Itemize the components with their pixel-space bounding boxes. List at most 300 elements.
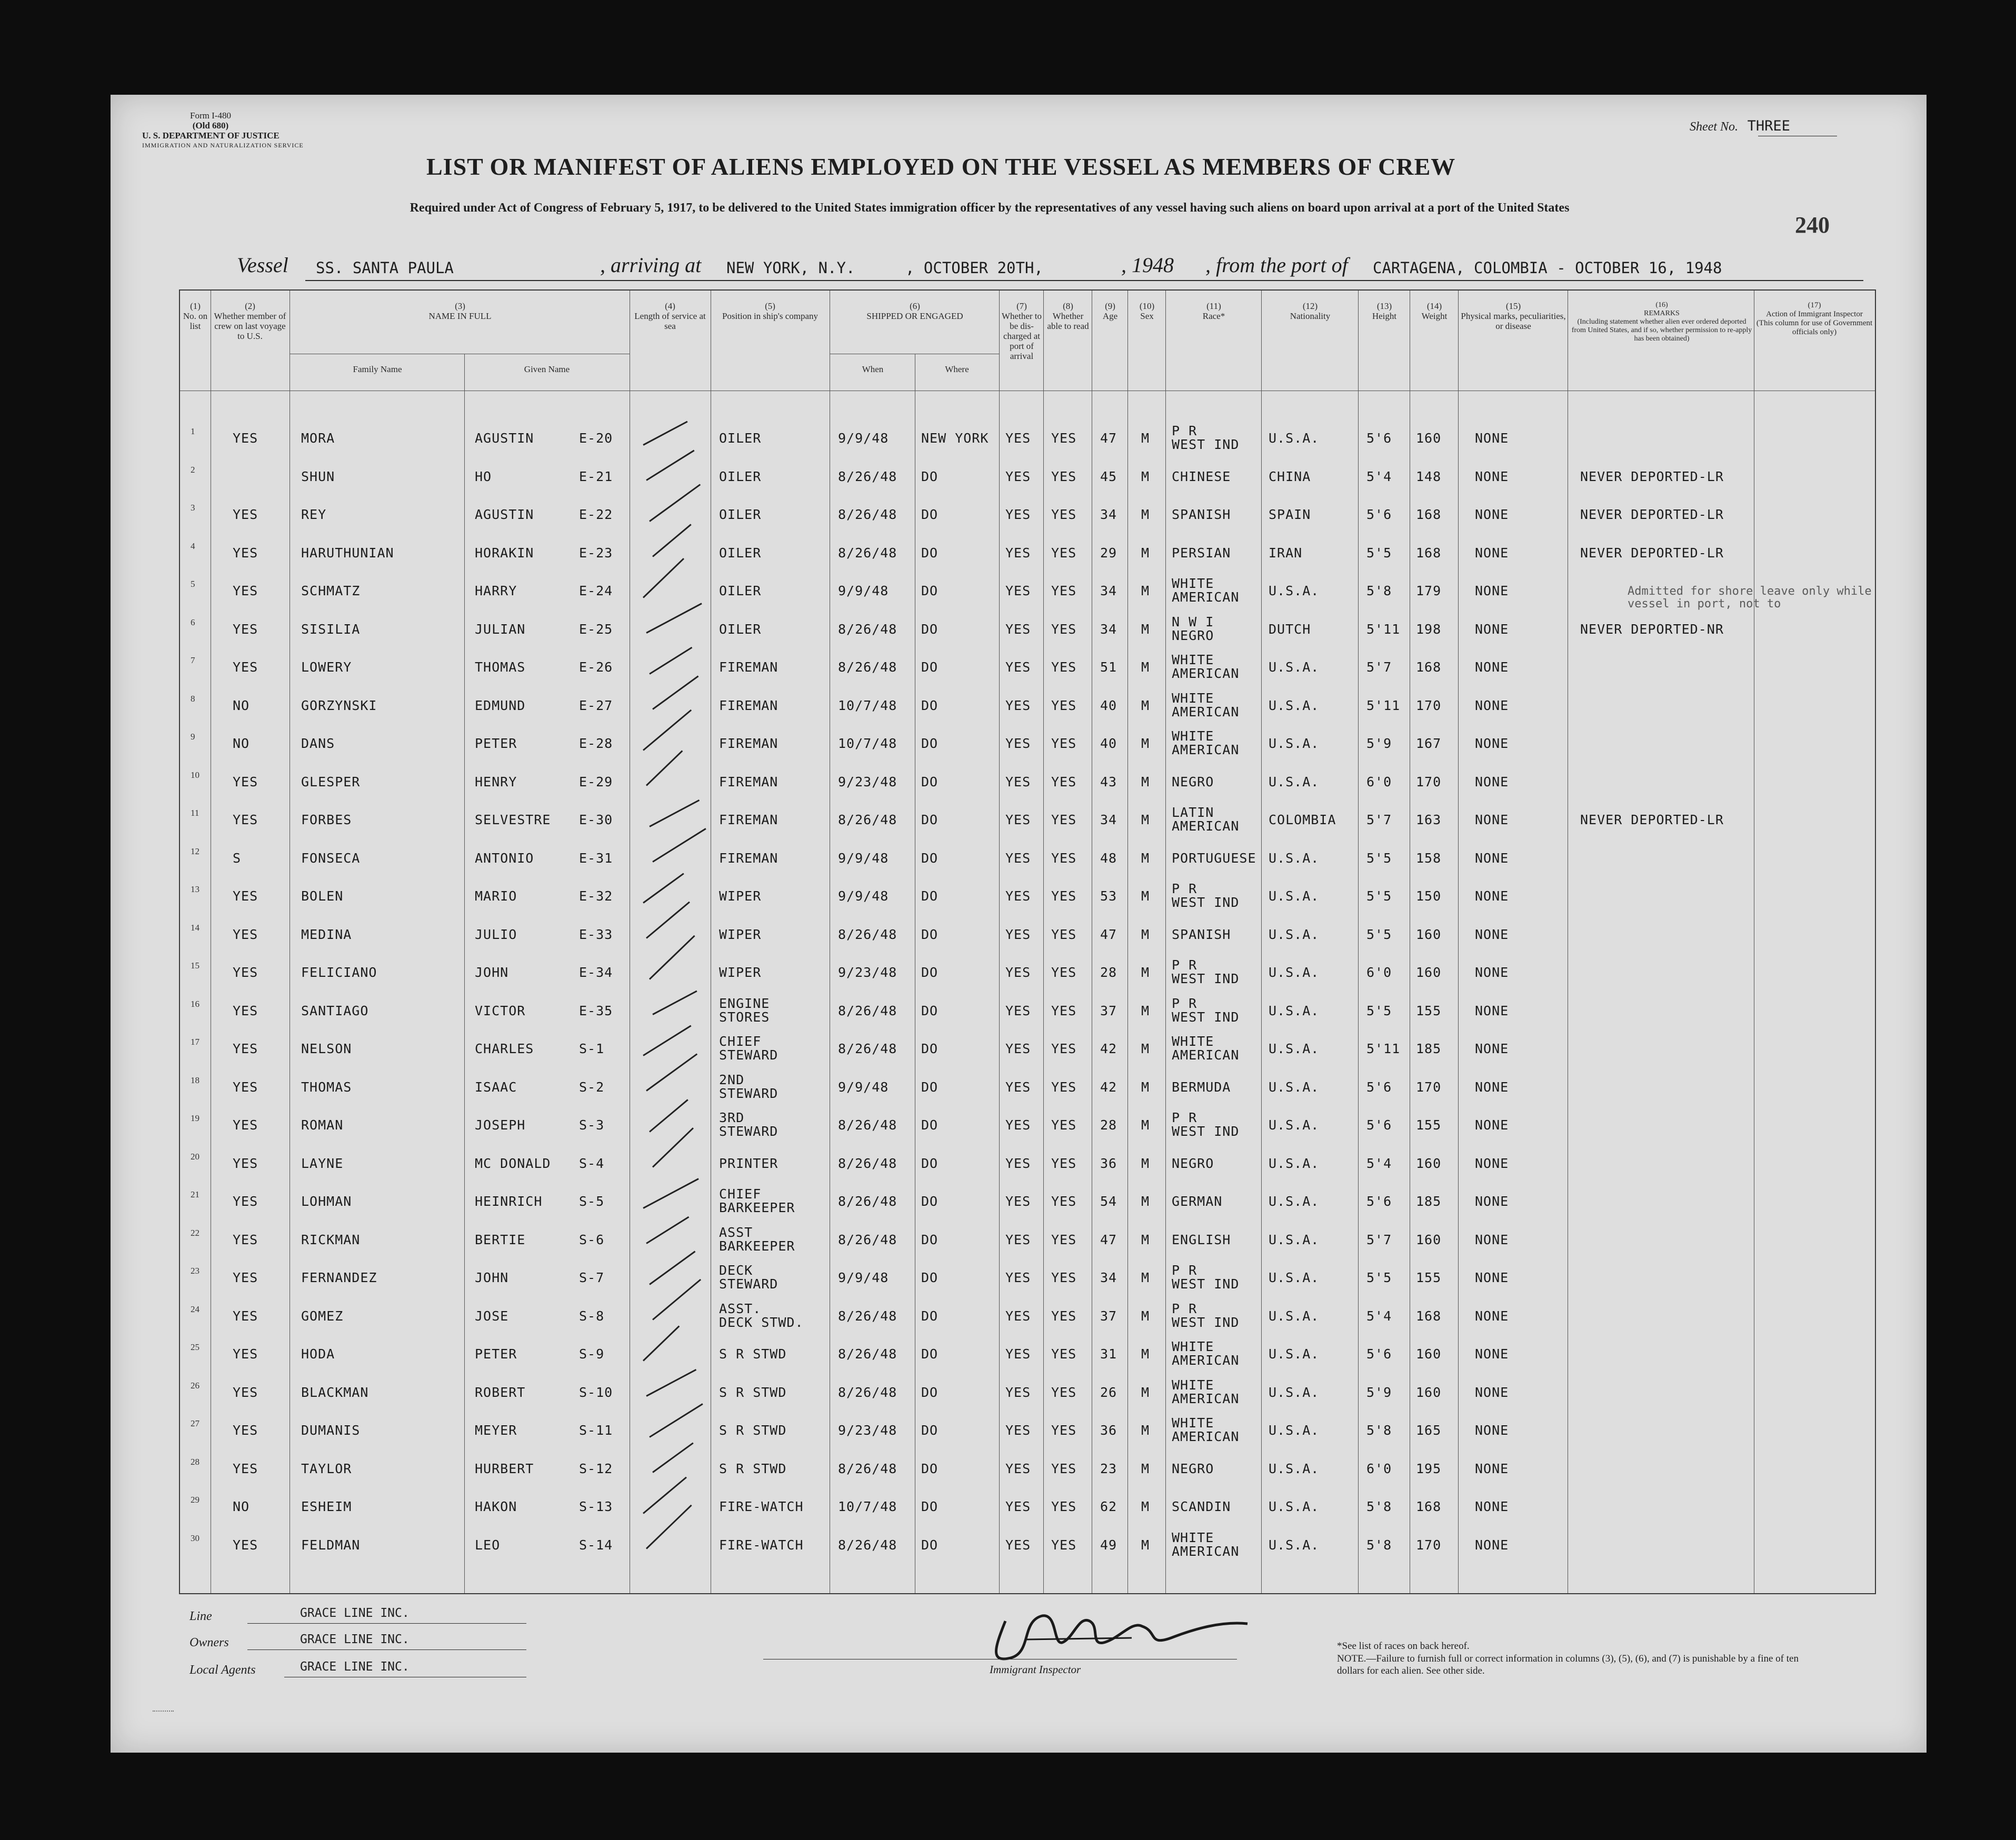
table-row bbox=[180, 987, 1875, 1025]
given-name: HORAKIN bbox=[475, 545, 534, 561]
race-line-1: WHITE bbox=[1172, 728, 1214, 744]
weight: 168 bbox=[1416, 1499, 1442, 1514]
given-name: MC DONALD bbox=[475, 1155, 551, 1171]
able-to-read: YES bbox=[1051, 545, 1077, 561]
height: 5'8 bbox=[1366, 583, 1392, 598]
position: FIREMAN bbox=[719, 736, 779, 751]
weight: 160 bbox=[1416, 1232, 1442, 1247]
prev-voyage: YES bbox=[233, 1384, 258, 1400]
height: 5'8 bbox=[1366, 1423, 1392, 1438]
shipped-where: NEW YORK bbox=[921, 431, 989, 446]
sex: M bbox=[1141, 1308, 1150, 1324]
race-line-1: WHITE bbox=[1172, 576, 1214, 591]
able-to-read: YES bbox=[1051, 1499, 1077, 1514]
agents-value: GRACE LINE INC. bbox=[300, 1660, 410, 1674]
position: FIREMAN bbox=[719, 697, 779, 713]
crew-code: S-13 bbox=[579, 1499, 613, 1514]
form-number: Form I-480 bbox=[190, 111, 231, 121]
race-line-1: P R bbox=[1172, 995, 1197, 1011]
arrival-date bbox=[905, 259, 1043, 277]
weight: 167 bbox=[1416, 736, 1442, 751]
discharge-at-port: YES bbox=[1005, 1423, 1031, 1438]
shipped-when: 8/26/48 bbox=[838, 545, 897, 561]
sex: M bbox=[1141, 468, 1150, 484]
given-name: ISAAC bbox=[475, 1079, 517, 1095]
race: AMERICAN bbox=[1172, 1353, 1240, 1368]
shipped-when: 8/26/48 bbox=[838, 926, 897, 942]
race-line-1: P R bbox=[1172, 1263, 1197, 1278]
race-line-1: P R bbox=[1172, 1110, 1197, 1125]
race: AMERICAN bbox=[1172, 1047, 1240, 1063]
position: OILER bbox=[719, 583, 762, 598]
able-to-read: YES bbox=[1051, 468, 1077, 484]
nationality: U.S.A. bbox=[1269, 1041, 1320, 1056]
arrival-date-value: , OCTOBER 20TH, bbox=[905, 259, 1043, 277]
table-row bbox=[180, 835, 1875, 873]
table-row bbox=[180, 1102, 1875, 1139]
race-line-1: P R bbox=[1172, 423, 1197, 438]
nationality: U.S.A. bbox=[1269, 1079, 1320, 1095]
age: 47 bbox=[1100, 431, 1117, 446]
able-to-read: YES bbox=[1051, 1308, 1077, 1324]
shipped-where: DO bbox=[921, 774, 939, 789]
position: 3RD bbox=[719, 1110, 745, 1125]
from-port bbox=[1373, 259, 1722, 277]
position: 2ND bbox=[719, 1072, 745, 1087]
physical-marks: NONE bbox=[1475, 1537, 1509, 1553]
row-number: 1 bbox=[191, 426, 195, 436]
crew-code: S-12 bbox=[579, 1461, 613, 1476]
race: PERSIAN bbox=[1172, 545, 1231, 561]
shipped-where: DO bbox=[921, 583, 939, 598]
family-name: THOMAS bbox=[301, 1079, 352, 1095]
height: 5'5 bbox=[1366, 545, 1392, 561]
prev-voyage: YES bbox=[233, 1041, 258, 1056]
col-header-weight-text: (14) Weight bbox=[1421, 301, 1448, 321]
family-name: FONSECA bbox=[301, 850, 361, 866]
discharge-at-port: YES bbox=[1005, 812, 1031, 827]
races-note: *See list of races on back hereof. bbox=[1337, 1641, 1470, 1652]
height: 5'6 bbox=[1366, 1194, 1392, 1209]
check-mark bbox=[643, 873, 684, 903]
age: 23 bbox=[1100, 1461, 1117, 1476]
height: 6'0 bbox=[1366, 965, 1392, 980]
shipped-when: 9/9/48 bbox=[838, 1079, 889, 1095]
able-to-read: YES bbox=[1051, 736, 1077, 751]
shipped-where: DO bbox=[921, 850, 939, 866]
position: FIRE-WATCH bbox=[719, 1499, 804, 1514]
crew-code: S-11 bbox=[579, 1423, 613, 1438]
shipped-where: DO bbox=[921, 659, 939, 675]
row-number: 28 bbox=[191, 1456, 199, 1467]
arriving-port-value: NEW YORK, N.Y. bbox=[726, 259, 855, 277]
able-to-read: YES bbox=[1051, 697, 1077, 713]
prev-voyage: YES bbox=[233, 1003, 258, 1018]
race: NEGRO bbox=[1172, 627, 1214, 643]
race: WEST IND bbox=[1172, 1314, 1240, 1330]
position: OILER bbox=[719, 621, 762, 637]
position: FIRE-WATCH bbox=[719, 1537, 804, 1553]
given-name: JULIO bbox=[475, 926, 517, 942]
age: 36 bbox=[1100, 1155, 1117, 1171]
col-header-no-text: (1) No. on list bbox=[183, 301, 208, 331]
arriving-label: , arriving at bbox=[600, 253, 702, 277]
physical-marks: NONE bbox=[1475, 697, 1509, 713]
col-header-remarks-text: (16) REMARKS (Including statement whether alien ever ordered deported from United States, and if so, whether permission to re-apply has been obtained) bbox=[1571, 301, 1752, 343]
sheet-number-value: THREE bbox=[1747, 118, 1790, 134]
weight: 168 bbox=[1416, 545, 1442, 561]
table-row bbox=[180, 1293, 1875, 1331]
family-name: BOLEN bbox=[301, 888, 344, 904]
discharge-at-port: YES bbox=[1005, 1308, 1031, 1324]
physical-marks: NONE bbox=[1475, 1117, 1509, 1133]
discharge-at-port: YES bbox=[1005, 888, 1031, 904]
prev-voyage: YES bbox=[233, 1079, 258, 1095]
age: 42 bbox=[1100, 1041, 1117, 1056]
shipped-when: 8/26/48 bbox=[838, 621, 897, 637]
race: BERMUDA bbox=[1172, 1079, 1231, 1095]
shipped-when: 8/26/48 bbox=[838, 1155, 897, 1171]
height: 5'8 bbox=[1366, 1499, 1392, 1514]
race: SPANISH bbox=[1172, 926, 1231, 942]
crew-code: E-27 bbox=[579, 697, 613, 713]
race-line-1: LATIN bbox=[1172, 805, 1214, 820]
physical-marks: NONE bbox=[1475, 468, 1509, 484]
position: S R STWD bbox=[719, 1346, 787, 1362]
shipped-when: 8/26/48 bbox=[838, 1232, 897, 1247]
table-row bbox=[180, 567, 1875, 605]
nationality: U.S.A. bbox=[1269, 888, 1320, 904]
given-name: BERTIE bbox=[475, 1232, 526, 1247]
table-row bbox=[180, 1064, 1875, 1102]
able-to-read: YES bbox=[1051, 774, 1077, 789]
col-header-sex-text: (10) Sex bbox=[1139, 301, 1155, 321]
age: 49 bbox=[1100, 1537, 1117, 1553]
race: NEGRO bbox=[1172, 1155, 1214, 1171]
height: 6'0 bbox=[1366, 774, 1392, 789]
race-line-1: WHITE bbox=[1172, 1377, 1214, 1393]
race-line-1: WHITE bbox=[1172, 690, 1214, 706]
able-to-read: YES bbox=[1051, 965, 1077, 980]
weight: 160 bbox=[1416, 1155, 1442, 1171]
able-to-read: YES bbox=[1051, 1384, 1077, 1400]
check-mark bbox=[646, 603, 702, 634]
discharge-at-port: YES bbox=[1005, 1194, 1031, 1209]
age: 47 bbox=[1100, 1232, 1117, 1247]
physical-marks: NONE bbox=[1475, 583, 1509, 598]
age: 34 bbox=[1100, 812, 1117, 827]
able-to-read: YES bbox=[1051, 1537, 1077, 1553]
able-to-read: YES bbox=[1051, 1461, 1077, 1476]
shipped-where: DO bbox=[921, 1537, 939, 1553]
row-number: 3 bbox=[191, 503, 195, 513]
weight: 168 bbox=[1416, 659, 1442, 675]
nationality: COLOMBIA bbox=[1269, 812, 1336, 827]
position-line-2: BARKEEPER bbox=[719, 1238, 795, 1254]
age: 45 bbox=[1100, 468, 1117, 484]
position: DECK bbox=[719, 1263, 753, 1278]
weight: 160 bbox=[1416, 1346, 1442, 1362]
table-row bbox=[180, 682, 1875, 720]
prev-voyage: NO bbox=[233, 1499, 250, 1514]
discharge-at-port: YES bbox=[1005, 736, 1031, 751]
family-name: ESHEIM bbox=[301, 1499, 352, 1514]
row-number: 21 bbox=[191, 1189, 199, 1199]
nationality: U.S.A. bbox=[1269, 1423, 1320, 1438]
sex: M bbox=[1141, 888, 1150, 904]
line-label: Line bbox=[189, 1609, 212, 1623]
table-row bbox=[180, 720, 1875, 758]
position-line-2: STEWARD bbox=[719, 1124, 779, 1139]
race-line-1: WHITE bbox=[1172, 1034, 1214, 1049]
weight: 155 bbox=[1416, 1270, 1442, 1285]
row-number: 7 bbox=[191, 655, 195, 665]
physical-marks: NONE bbox=[1475, 926, 1509, 942]
family-name: ROMAN bbox=[301, 1117, 344, 1133]
family-name: GLESPER bbox=[301, 774, 361, 789]
printer-mark bbox=[153, 1711, 174, 1719]
shipped-where: DO bbox=[921, 697, 939, 713]
from-port-label-block bbox=[1205, 253, 1348, 277]
family-name: LOWERY bbox=[301, 659, 352, 675]
footer-agents bbox=[189, 1663, 256, 1677]
footer-owners bbox=[189, 1636, 229, 1650]
col-header-no bbox=[180, 301, 211, 331]
age: 53 bbox=[1100, 888, 1117, 904]
age: 51 bbox=[1100, 659, 1117, 675]
sex: M bbox=[1141, 583, 1150, 598]
table-row bbox=[180, 911, 1875, 949]
page-number: 240 bbox=[1795, 212, 1830, 238]
shipped-when: 8/26/48 bbox=[838, 1041, 897, 1056]
line-underline bbox=[247, 1623, 526, 1624]
age: 34 bbox=[1100, 507, 1117, 522]
given-name: ANTONIO bbox=[475, 850, 534, 866]
sex: M bbox=[1141, 1041, 1150, 1056]
position: ENGINE bbox=[719, 995, 770, 1011]
check-mark bbox=[649, 1251, 695, 1285]
sex: M bbox=[1141, 1003, 1150, 1018]
shipped-where: DO bbox=[921, 1232, 939, 1247]
shipped-where: DO bbox=[921, 1041, 939, 1056]
row-number: 18 bbox=[191, 1075, 199, 1085]
prev-voyage: YES bbox=[233, 1346, 258, 1362]
physical-marks: NONE bbox=[1475, 850, 1509, 866]
row-number: 24 bbox=[191, 1304, 199, 1314]
shipped-where: DO bbox=[921, 1308, 939, 1324]
crew-code: E-24 bbox=[579, 583, 613, 598]
position-line-2: STEWARD bbox=[719, 1085, 779, 1101]
form-id-block bbox=[142, 111, 304, 151]
prev-voyage: YES bbox=[233, 659, 258, 675]
able-to-read: YES bbox=[1051, 583, 1077, 598]
age: 37 bbox=[1100, 1308, 1117, 1324]
prev-voyage: YES bbox=[233, 583, 258, 598]
family-name: FELICIANO bbox=[301, 965, 377, 980]
remarks: NEVER DEPORTED-LR bbox=[1580, 812, 1724, 827]
given-name: AGUSTIN bbox=[475, 507, 534, 522]
shipped-when: 8/26/48 bbox=[838, 1003, 897, 1018]
crew-code: E-26 bbox=[579, 659, 613, 675]
row-number: 14 bbox=[191, 922, 199, 933]
given-name: ROBERT bbox=[475, 1384, 526, 1400]
sex: M bbox=[1141, 697, 1150, 713]
col-header-nationality-text: (12) Nationality bbox=[1290, 301, 1331, 321]
shipped-where: DO bbox=[921, 545, 939, 561]
prev-voyage: YES bbox=[233, 1155, 258, 1171]
table-row bbox=[180, 1483, 1875, 1521]
weight: 160 bbox=[1416, 926, 1442, 942]
table-row bbox=[180, 1369, 1875, 1407]
family-name: FERNANDEZ bbox=[301, 1270, 377, 1285]
able-to-read: YES bbox=[1051, 659, 1077, 675]
discharge-at-port: YES bbox=[1005, 583, 1031, 598]
row-number: 15 bbox=[191, 961, 199, 971]
sex: M bbox=[1141, 774, 1150, 789]
shipped-when: 9/9/48 bbox=[838, 888, 889, 904]
height: 5'7 bbox=[1366, 812, 1392, 827]
weight: 195 bbox=[1416, 1461, 1442, 1476]
race-line-1: P R bbox=[1172, 1301, 1197, 1316]
age: 28 bbox=[1100, 1117, 1117, 1133]
given-name: MARIO bbox=[475, 888, 517, 904]
race: WEST IND bbox=[1172, 895, 1240, 910]
shipped-where: DO bbox=[921, 1155, 939, 1171]
vessel-name-value: SS. SANTA PAULA bbox=[316, 259, 454, 277]
given-name: LEO bbox=[475, 1537, 501, 1553]
prev-voyage: YES bbox=[233, 1117, 258, 1133]
shipped-when: 10/7/48 bbox=[838, 697, 897, 713]
age: 36 bbox=[1100, 1423, 1117, 1438]
discharge-at-port: YES bbox=[1005, 621, 1031, 637]
col-header-read-text: (8) Whether able to read bbox=[1047, 301, 1089, 331]
shipped-when: 9/9/48 bbox=[838, 431, 889, 446]
shipped-where: DO bbox=[921, 1270, 939, 1285]
shipped-where: DO bbox=[921, 1003, 939, 1018]
col-header-weight bbox=[1411, 301, 1458, 321]
given-name: JOSE bbox=[475, 1308, 509, 1324]
nationality: IRAN bbox=[1269, 545, 1303, 561]
row-number: 19 bbox=[191, 1113, 199, 1123]
race: WEST IND bbox=[1172, 437, 1240, 452]
height: 5'6 bbox=[1366, 1346, 1392, 1362]
table-row bbox=[180, 453, 1875, 491]
discharge-at-port: YES bbox=[1005, 431, 1031, 446]
crew-manifest-table bbox=[179, 289, 1876, 1594]
shipped-where: DO bbox=[921, 1194, 939, 1209]
nationality: SPAIN bbox=[1269, 507, 1311, 522]
able-to-read: YES bbox=[1051, 1270, 1077, 1285]
row-number: 9 bbox=[191, 732, 195, 742]
penalty-note: NOTE.—Failure to furnish full or correct information in columns (3), (5), (6), and (7) is punishable by a fine of ten dollars for each alien. See other side. bbox=[1337, 1653, 1799, 1676]
physical-marks: NONE bbox=[1475, 1499, 1509, 1514]
race: SPANISH bbox=[1172, 507, 1231, 522]
physical-marks: NONE bbox=[1475, 659, 1509, 675]
position: WIPER bbox=[719, 926, 762, 942]
shipped-where: DO bbox=[921, 621, 939, 637]
table-row bbox=[180, 1445, 1875, 1483]
check-mark bbox=[646, 1368, 696, 1396]
given-name: HAKON bbox=[475, 1499, 517, 1514]
physical-marks: NONE bbox=[1475, 1423, 1509, 1438]
shipped-when: 8/26/48 bbox=[838, 1461, 897, 1476]
crew-code: E-23 bbox=[579, 545, 613, 561]
weight: 185 bbox=[1416, 1041, 1442, 1056]
discharge-at-port: YES bbox=[1005, 468, 1031, 484]
race: SCANDIN bbox=[1172, 1499, 1231, 1514]
family-name: SHUN bbox=[301, 468, 335, 484]
col-header-read bbox=[1044, 301, 1092, 331]
row-number: 11 bbox=[191, 808, 199, 818]
prev-voyage: YES bbox=[233, 1537, 258, 1553]
check-mark bbox=[643, 1325, 680, 1361]
able-to-read: YES bbox=[1051, 1079, 1077, 1095]
physical-marks: NONE bbox=[1475, 1346, 1509, 1362]
position: ASST. bbox=[719, 1301, 762, 1316]
check-mark bbox=[649, 1099, 688, 1132]
nationality: U.S.A. bbox=[1269, 1537, 1320, 1553]
page-subtitle: Required under Act of Congress of February 5, 1917, to be delivered to the United States immigration officer by the representatives of any vessel having such aliens on board upon arrival at a port of the United States bbox=[410, 201, 1570, 215]
service-name: IMMIGRATION AND NATURALIZATION SERVICE bbox=[142, 142, 304, 149]
height: 5'11 bbox=[1366, 621, 1401, 637]
weight: 148 bbox=[1416, 468, 1442, 484]
row-number: 5 bbox=[191, 579, 195, 589]
race-line-1: WHITE bbox=[1172, 1529, 1214, 1545]
col-header-prev-text: (2) Whether member of crew on last voyage to U.S. bbox=[214, 301, 286, 341]
shipped-when: 8/26/48 bbox=[838, 1308, 897, 1324]
weight: 160 bbox=[1416, 1384, 1442, 1400]
given-name: HENRY bbox=[475, 774, 517, 789]
remarks: NEVER DEPORTED-LR bbox=[1580, 545, 1724, 561]
nationality: U.S.A. bbox=[1269, 736, 1320, 751]
family-name: GOMEZ bbox=[301, 1308, 344, 1324]
nationality: U.S.A. bbox=[1269, 1499, 1320, 1514]
inspector-signature bbox=[974, 1600, 1269, 1668]
height: 5'5 bbox=[1366, 1270, 1392, 1285]
discharge-at-port: YES bbox=[1005, 1499, 1031, 1514]
shipped-when: 8/26/48 bbox=[838, 659, 897, 675]
check-mark bbox=[652, 990, 697, 1015]
shipped-when: 10/7/48 bbox=[838, 1499, 897, 1514]
given-name: HARRY bbox=[475, 583, 517, 598]
manifest-sheet bbox=[111, 95, 1927, 1753]
position: FIREMAN bbox=[719, 659, 779, 675]
shipped-when: 8/26/48 bbox=[838, 1194, 897, 1209]
given-name: SELVESTRE bbox=[475, 812, 551, 827]
position: PRINTER bbox=[719, 1155, 779, 1171]
shipped-when: 9/9/48 bbox=[838, 1270, 889, 1285]
nationality: U.S.A. bbox=[1269, 1308, 1320, 1324]
nationality: U.S.A. bbox=[1269, 1384, 1320, 1400]
discharge-at-port: YES bbox=[1005, 1384, 1031, 1400]
prev-voyage: NO bbox=[233, 736, 250, 751]
discharge-at-port: YES bbox=[1005, 1461, 1031, 1476]
race-line-1: P R bbox=[1172, 957, 1197, 973]
weight: 170 bbox=[1416, 1079, 1442, 1095]
prev-voyage: YES bbox=[233, 621, 258, 637]
position: FIREMAN bbox=[719, 774, 779, 789]
col-header-position bbox=[712, 301, 829, 321]
nationality: U.S.A. bbox=[1269, 1003, 1320, 1018]
col-header-shipped bbox=[831, 301, 999, 321]
given-name: THOMAS bbox=[475, 659, 526, 675]
prev-voyage: YES bbox=[233, 1270, 258, 1285]
given-name: PETER bbox=[475, 736, 517, 751]
crew-code: E-29 bbox=[579, 774, 613, 789]
check-mark bbox=[643, 1178, 698, 1209]
weight: 158 bbox=[1416, 850, 1442, 866]
table-row bbox=[180, 1178, 1875, 1216]
